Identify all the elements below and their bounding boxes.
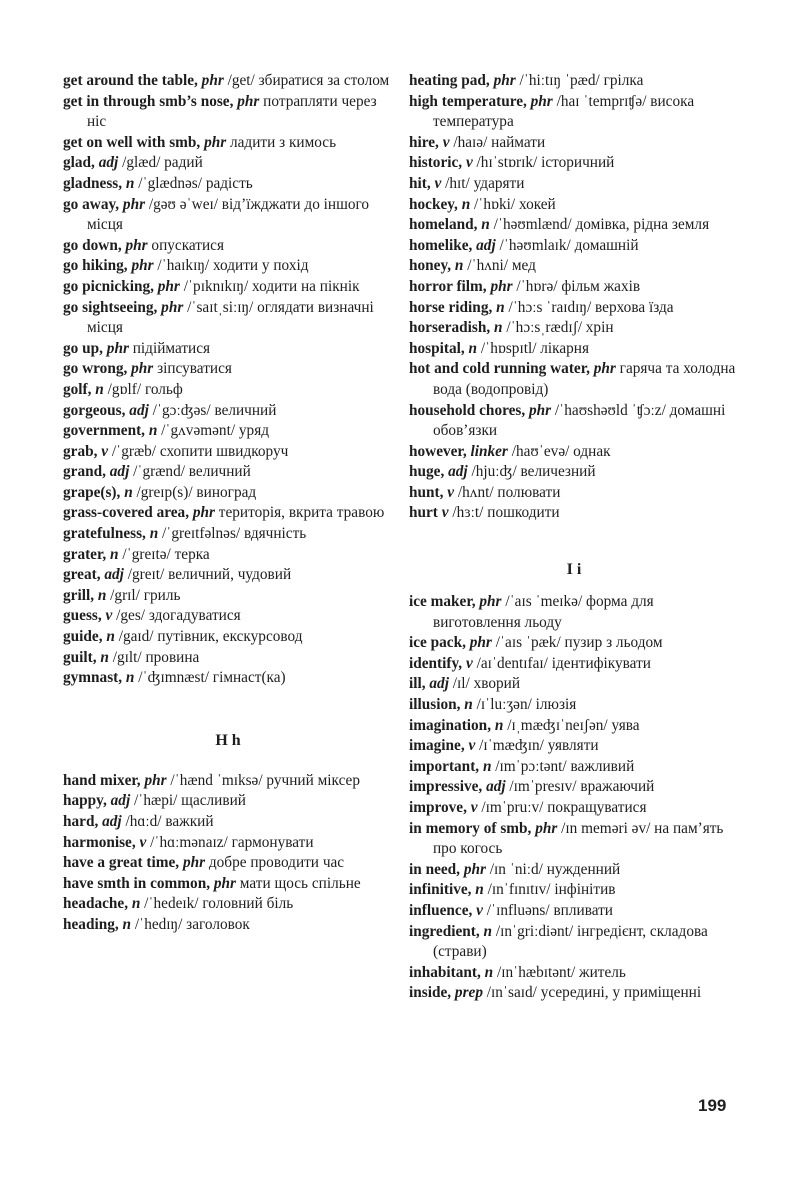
entry-headword: get in through smb’s nose, <box>63 92 234 110</box>
entry-part-of-speech: linker <box>470 442 508 460</box>
entry-part-of-speech: v <box>441 504 449 522</box>
dictionary-entry <box>409 983 739 1004</box>
entry-headword: go hiking, <box>63 257 128 275</box>
entry-headword: have a great time, <box>63 854 180 872</box>
entry-headword: go away, <box>63 195 120 213</box>
dictionary-entry <box>63 586 393 607</box>
entry-part-of-speech: adj <box>448 463 468 481</box>
entry-list-h <box>63 771 393 936</box>
entry-headword: grater, <box>63 545 107 563</box>
entry-part-of-speech: n <box>484 963 494 981</box>
entry-definition: /glæd/ радий <box>118 154 203 172</box>
entry-headword: gorgeous, <box>63 401 126 419</box>
entry-headword: great, <box>63 566 101 584</box>
entry-definition: /ˈhaʊshəʊld ˈʧɔːz/ домашні обов’язки <box>433 401 726 440</box>
entry-definition: /ˈhedɪŋ/ заголовок <box>131 915 250 933</box>
entry-headword: glad, <box>63 154 95 172</box>
entry-part-of-speech: v <box>101 442 109 460</box>
entry-headword: headache, <box>63 895 129 913</box>
entry-headword: hire, <box>409 133 439 151</box>
dictionary-entry <box>409 592 739 633</box>
entry-part-of-speech: n <box>494 716 504 734</box>
entry-headword: go wrong, <box>63 360 128 378</box>
dictionary-entry <box>409 442 739 463</box>
dictionary-entry <box>409 798 739 819</box>
entry-headword: impressive, <box>409 778 483 796</box>
dictionary-entry <box>409 195 739 216</box>
entry-headword: ill, <box>409 675 426 693</box>
dictionary-entry <box>409 880 739 901</box>
entry-headword: grill, <box>63 586 95 604</box>
dictionary-entry <box>63 195 393 236</box>
dictionary-entry <box>63 771 393 792</box>
dictionary-entry <box>63 298 393 339</box>
dictionary-entry <box>409 922 739 963</box>
entry-definition: /gɒlf/ гольф <box>103 380 183 398</box>
dictionary-entry <box>63 339 393 360</box>
entry-definition: мати щось спільне <box>235 874 361 892</box>
entry-part-of-speech: prep <box>454 984 483 1002</box>
dictionary-entry <box>63 853 393 874</box>
dictionary-entry <box>63 483 393 504</box>
entry-part-of-speech: v <box>465 654 473 672</box>
entry-headword: imagine, <box>409 737 465 755</box>
entry-headword: imagination, <box>409 716 492 734</box>
entry-headword: huge, <box>409 463 445 481</box>
entry-definition: /hɪt/ ударяти <box>441 174 525 192</box>
entry-definition: /grɪl/ гриль <box>106 586 181 604</box>
entry-part-of-speech: n <box>475 881 484 899</box>
entry-headword: ice maker, <box>409 593 476 611</box>
entry-part-of-speech: n <box>454 257 464 275</box>
dictionary-entry <box>409 236 739 257</box>
dictionary-entry <box>63 545 393 566</box>
entry-headword: homeland, <box>409 216 478 234</box>
entry-headword: have smth in common, <box>63 874 211 892</box>
entry-definition: /ˈhiːtɪŋ ˈpæd/ грілка <box>515 72 644 89</box>
dictionary-entry <box>63 648 393 669</box>
entry-headword: ingredient, <box>409 922 480 940</box>
entry-definition: потрапляти через ніс <box>87 92 377 131</box>
entry-headword: hurt <box>409 504 438 522</box>
entry-list-i <box>409 592 739 1004</box>
entry-part-of-speech: n <box>122 915 132 933</box>
entry-definition: /ˈhəʊmlænd/ домівка, рідна земля <box>489 216 710 234</box>
dictionary-entry <box>63 503 393 524</box>
dictionary-entry <box>409 963 739 984</box>
dictionary-entry <box>409 503 739 524</box>
dictionary-entry <box>63 894 393 915</box>
dictionary-entry <box>409 401 739 442</box>
entry-part-of-speech: n <box>125 174 135 192</box>
entry-part-of-speech: n <box>110 545 119 563</box>
dictionary-entry <box>63 380 393 401</box>
dictionary-entry <box>63 874 393 895</box>
entry-definition: /ˈhaɪkɪŋ/ ходити у похід <box>153 257 309 275</box>
entry-headword: inside, <box>409 984 452 1002</box>
entry-part-of-speech: n <box>494 319 503 337</box>
entry-definition: /ɪn ˈniːd/ нужденний <box>485 860 621 878</box>
entry-definition: /aɪˈdentɪfaɪ/ ідентифікувати <box>472 654 651 672</box>
dictionary-entry <box>63 442 393 463</box>
entry-headword: guess, <box>63 607 102 625</box>
dictionary-entry <box>63 236 393 257</box>
dictionary-entry <box>63 915 393 936</box>
entry-definition: /ˈhɔːs ˈraɪdɪŋ/ верхова їзда <box>504 298 674 316</box>
entry-part-of-speech: n <box>461 195 471 213</box>
entry-headword: go up, <box>63 339 103 357</box>
dictionary-entry <box>409 654 739 675</box>
entry-headword: guilt, <box>63 648 97 666</box>
entry-part-of-speech: phr <box>106 339 129 357</box>
entry-part-of-speech: phr <box>144 771 167 789</box>
entry-definition: /ˈgreɪtfəlnəs/ вдячність <box>158 525 307 543</box>
entry-definition: /hɪˈstɒrɪk/ історичний <box>472 154 615 172</box>
entry-definition: /ɪnˈfɪnɪtɪv/ інфінітив <box>483 881 616 899</box>
dictionary-entry <box>409 462 739 483</box>
entry-headword: hard, <box>63 813 99 830</box>
entry-part-of-speech: v <box>139 833 147 851</box>
dictionary-entry <box>63 71 393 92</box>
entry-part-of-speech: v <box>105 607 113 625</box>
entry-part-of-speech: phr <box>530 92 553 110</box>
entry-definition: /ɪl/ хворий <box>448 675 521 693</box>
entry-definition: /haʊˈevə/ однак <box>507 442 611 460</box>
entry-part-of-speech: phr <box>493 72 516 89</box>
entry-part-of-speech: phr <box>490 277 513 295</box>
entry-headword: go down, <box>63 236 122 254</box>
entry-part-of-speech: adj <box>129 401 149 419</box>
entry-definition: /hjuːʤ/ величезний <box>467 463 596 481</box>
entry-part-of-speech: phr <box>237 92 260 110</box>
entry-part-of-speech: v <box>468 737 476 755</box>
dictionary-entry <box>409 359 739 400</box>
entry-part-of-speech: phr <box>131 257 154 275</box>
dictionary-entry <box>409 901 739 922</box>
entry-headword: harmonise, <box>63 833 136 851</box>
entry-headword: hunt, <box>409 483 444 501</box>
entry-list-g <box>63 71 393 689</box>
entry-definition: /haɪə/ наймати <box>449 133 546 151</box>
entry-headword: honey, <box>409 257 452 275</box>
dictionary-entry <box>63 256 393 277</box>
entry-part-of-speech: n <box>131 895 141 913</box>
entry-part-of-speech: phr <box>131 360 154 378</box>
entry-part-of-speech: n <box>483 922 493 940</box>
entry-part-of-speech: phr <box>161 298 184 316</box>
entry-definition: /ˈhɑːmənaɪz/ гармонувати <box>146 833 314 851</box>
entry-headword: hospital, <box>409 339 465 357</box>
entry-headword: in memory of smb, <box>409 819 532 837</box>
entry-part-of-speech: v <box>434 174 442 192</box>
dictionary-entry <box>63 627 393 648</box>
entry-part-of-speech: adj <box>98 154 119 172</box>
dictionary-entry <box>63 174 393 195</box>
entry-definition: /ˈʤɪmnæst/ гімнаст(ка) <box>134 669 286 687</box>
entry-definition: /ˈgʌvəmənt/ уряд <box>157 422 270 440</box>
entry-part-of-speech: adj <box>429 675 449 693</box>
entry-definition: /ˈhɒki/ хокей <box>470 195 556 213</box>
entry-definition: /ɪn meməri əv/ на пам’ять про когось <box>433 819 724 858</box>
entry-headword: improve, <box>409 799 467 816</box>
entry-headword: get on well with smb, <box>63 133 201 151</box>
entry-headword: gladness, <box>63 174 123 192</box>
entry-part-of-speech: n <box>149 525 159 543</box>
dictionary-entry <box>63 524 393 545</box>
dictionary-entry <box>409 819 739 860</box>
entry-headword: in need, <box>409 860 460 878</box>
entry-part-of-speech: phr <box>463 860 486 878</box>
entry-headword: household chores, <box>409 401 526 419</box>
entry-headword: go picnicking, <box>63 277 154 295</box>
entry-headword: hit, <box>409 174 431 192</box>
dictionary-entry <box>409 298 739 319</box>
right-column <box>409 71 739 1004</box>
entry-definition: /greɪp(s)/ виноград <box>132 483 257 501</box>
dictionary-entry <box>63 277 393 298</box>
entry-definition: зіпсуватися <box>153 360 232 378</box>
entry-headword: horror film, <box>409 277 487 295</box>
entry-headword: homelike, <box>409 236 473 254</box>
entry-definition: гаряча та холодна вода (водопровід) <box>433 360 736 398</box>
entry-part-of-speech: v <box>470 799 478 816</box>
entry-headword: gymnast, <box>63 669 123 687</box>
entry-definition: /ges/ здогадуватися <box>112 607 241 625</box>
entry-definition: /ˈsaɪtˌsiːɪŋ/ оглядати визначні місця <box>87 298 374 337</box>
entry-definition: опускатися <box>147 236 224 254</box>
dictionary-entry <box>63 153 393 174</box>
dictionary-entry <box>63 359 393 380</box>
entry-part-of-speech: adj <box>486 778 506 796</box>
entry-part-of-speech: v <box>447 483 455 501</box>
entry-headword: get around the table, <box>63 72 198 89</box>
entry-list-h-cont <box>409 71 739 524</box>
dictionary-entry <box>409 256 739 277</box>
entry-definition: /gəʊ əˈweɪ/ від’їжджати до іншого місця <box>87 195 370 234</box>
entry-headword: historic, <box>409 154 463 172</box>
dictionary-entry <box>63 791 393 812</box>
dictionary-entry <box>63 133 393 154</box>
entry-headword: horse riding, <box>409 298 493 316</box>
entry-headword: guide, <box>63 628 103 646</box>
entry-definition: /ˈgɔːʤəs/ величний <box>148 401 277 419</box>
entry-part-of-speech: phr <box>529 401 552 419</box>
entry-definition: /greɪt/ величний, чудовий <box>123 566 292 584</box>
dictionary-entry <box>409 674 739 695</box>
entry-definition: /ˈhəʊmlaɪk/ домашній <box>495 236 639 254</box>
entry-headword: important, <box>409 757 480 775</box>
dictionary-entry <box>63 668 393 689</box>
entry-part-of-speech: phr <box>593 360 616 378</box>
entry-headword: gratefulness, <box>63 525 146 543</box>
entry-part-of-speech: n <box>481 216 490 234</box>
entry-definition: /hʌnt/ полювати <box>454 483 561 501</box>
entry-definition: /ˈgrænd/ величний <box>129 463 251 481</box>
entry-definition: /gɪlt/ провина <box>108 648 200 666</box>
entry-definition: /ˈhæpi/ щасливий <box>130 792 246 810</box>
dictionary-entry <box>409 71 739 92</box>
entry-part-of-speech: phr <box>192 504 215 522</box>
entry-definition: підійматися <box>128 339 211 357</box>
entry-part-of-speech: adj <box>476 236 496 254</box>
entry-definition: /ˈaɪs ˈpæk/ пузир з льодом <box>491 634 663 652</box>
dictionary-entry <box>409 695 739 716</box>
entry-part-of-speech: v <box>442 133 450 151</box>
entry-part-of-speech: n <box>148 422 158 440</box>
entry-definition: /ˈgræb/ схопити швидкоруч <box>108 442 289 460</box>
entry-part-of-speech: n <box>468 339 478 357</box>
entry-part-of-speech: n <box>496 298 505 316</box>
dictionary-entry <box>63 565 393 586</box>
entry-part-of-speech: v <box>476 901 483 919</box>
dictionary-entry <box>409 153 739 174</box>
entry-headword: heading, <box>63 915 119 933</box>
entry-part-of-speech: phr <box>182 854 206 872</box>
entry-definition: територія, вкрита травою <box>214 504 385 522</box>
dictionary-entry <box>409 736 739 757</box>
entry-definition: /get/ збиратися за столом <box>223 72 390 89</box>
dictionary-entry <box>409 633 739 654</box>
entry-definition: /ˈhænd ˈmɪksə/ ручний міксер <box>166 771 360 789</box>
entry-headword: grape(s), <box>63 483 121 501</box>
entry-part-of-speech: v <box>465 154 473 172</box>
section-heading-i: I i <box>566 561 582 579</box>
entry-definition: /ɪmˈpruːv/ покращуватися <box>477 799 647 816</box>
entry-headword: ice pack, <box>409 634 466 652</box>
entry-headword: grab, <box>63 442 98 460</box>
dictionary-entry <box>63 606 393 627</box>
entry-part-of-speech: phr <box>157 277 180 295</box>
dictionary-entry <box>63 833 393 854</box>
entry-part-of-speech: phr <box>125 236 148 254</box>
entry-part-of-speech: phr <box>479 593 502 611</box>
dictionary-entry <box>409 92 739 133</box>
entry-definition: /ɪˈluːʒən/ ілюзія <box>472 696 577 714</box>
dictionary-entry <box>63 462 393 483</box>
dictionary-entry <box>409 215 739 236</box>
entry-definition: /ɪnˈgriːdiənt/ інгредієнт, складова (страви) <box>433 922 708 961</box>
section-heading-h: H h <box>215 731 241 749</box>
entry-headword: influence, <box>409 901 473 919</box>
entry-definition: /ˈpɪknɪkɪŋ/ ходити на пікнік <box>179 277 360 295</box>
entry-part-of-speech: adj <box>102 813 122 830</box>
entry-part-of-speech: adj <box>110 792 131 810</box>
entry-part-of-speech: n <box>95 380 104 398</box>
entry-part-of-speech: phr <box>469 634 492 652</box>
entry-definition: /hɑːd/ важкий <box>121 813 214 830</box>
entry-definition: ладити з кимось <box>226 133 337 151</box>
entry-definition: /ˈɪnfluəns/ впливати <box>482 901 613 919</box>
entry-part-of-speech: n <box>125 669 135 687</box>
entry-definition: /ˈhʌni/ мед <box>463 257 536 275</box>
dictionary-entry <box>409 277 739 298</box>
entry-definition: /ˈglædnəs/ радість <box>134 174 253 192</box>
entry-headword: horseradish, <box>409 319 491 337</box>
dictionary-entry <box>409 757 739 778</box>
entry-headword: heating pad, <box>409 72 490 89</box>
entry-definition: /ɪnˈhæbɪtənt/ житель <box>493 963 626 981</box>
entry-definition: /ˈhɔːsˌrædɪʃ/ хрін <box>502 319 614 337</box>
entry-part-of-speech: n <box>482 757 492 775</box>
entry-part-of-speech: n <box>106 628 115 646</box>
entry-part-of-speech: phr <box>204 133 227 151</box>
entry-headword: government, <box>63 422 145 440</box>
entry-part-of-speech: phr <box>213 874 236 892</box>
entry-headword: grass-covered area, <box>63 504 190 522</box>
entry-headword: high temperature, <box>409 92 527 110</box>
entry-part-of-speech: n <box>464 696 473 714</box>
entry-part-of-speech: phr <box>535 819 558 837</box>
entry-definition: /ɪˌmæʤɪˈneɪʃən/ уява <box>503 716 640 734</box>
entry-part-of-speech: n <box>97 586 107 604</box>
dictionary-entry <box>63 92 393 133</box>
entry-definition: /gaɪd/ путівник, екскурсовод <box>114 628 303 646</box>
dictionary-entry <box>409 860 739 881</box>
dictionary-entry <box>409 716 739 737</box>
dictionary-entry <box>63 401 393 422</box>
entry-part-of-speech: n <box>124 483 133 501</box>
dictionary-entry <box>63 812 393 833</box>
dictionary-entry <box>409 777 739 798</box>
page-number: 199 <box>698 1096 727 1115</box>
entry-headword: hockey, <box>409 195 458 213</box>
entry-definition: /hɜːt/ пошкодити <box>448 504 560 522</box>
entry-definition: /haɪ ˈtemprɪʧə/ висока температура <box>433 92 695 131</box>
entry-definition: /ˈaɪs ˈmeɪkə/ форма для виготовлення льоду <box>433 593 654 631</box>
dictionary-entry <box>63 421 393 442</box>
entry-headword: grand, <box>63 463 106 481</box>
entry-definition: /ˈhɒrə/ фільм жахів <box>512 277 641 295</box>
entry-definition: /ɪnˈsaɪd/ усередині, у приміщенні <box>482 984 702 1002</box>
entry-definition: /ˈhedeɪk/ головний біль <box>140 895 294 913</box>
entry-headword: infinitive, <box>409 881 472 899</box>
entry-part-of-speech: adj <box>104 566 124 584</box>
entry-definition: /ˈhɒspɪtl/ лікарня <box>477 339 590 357</box>
entry-definition: добре проводити час <box>205 854 345 872</box>
dictionary-entry <box>409 483 739 504</box>
entry-headword: inhabitant, <box>409 963 481 981</box>
entry-part-of-speech: phr <box>201 72 224 89</box>
entry-definition: /ɪˈmæʤɪn/ уявляти <box>475 737 599 755</box>
entry-headword: happy, <box>63 792 107 810</box>
dictionary-entry <box>409 133 739 154</box>
dictionary-entry <box>409 318 739 339</box>
entry-part-of-speech: adj <box>109 463 130 481</box>
entry-definition: /ɪmˈpresɪv/ вражаючий <box>505 778 655 796</box>
left-column <box>63 71 393 936</box>
entry-definition: /ˈgreɪtə/ терка <box>118 545 210 563</box>
entry-headword: go sightseeing, <box>63 298 158 316</box>
entry-headword: however, <box>409 442 467 460</box>
entry-headword: hand mixer, <box>63 771 141 789</box>
entry-headword: identify, <box>409 654 463 672</box>
dictionary-entry <box>409 339 739 360</box>
entry-headword: golf, <box>63 380 92 398</box>
dictionary-entry <box>409 174 739 195</box>
entry-headword: hot and cold running water, <box>409 360 590 378</box>
entry-part-of-speech: n <box>100 648 109 666</box>
entry-part-of-speech: phr <box>122 195 146 213</box>
entry-definition: /ɪmˈpɔːtənt/ важливий <box>491 757 635 775</box>
entry-headword: illusion, <box>409 696 461 714</box>
